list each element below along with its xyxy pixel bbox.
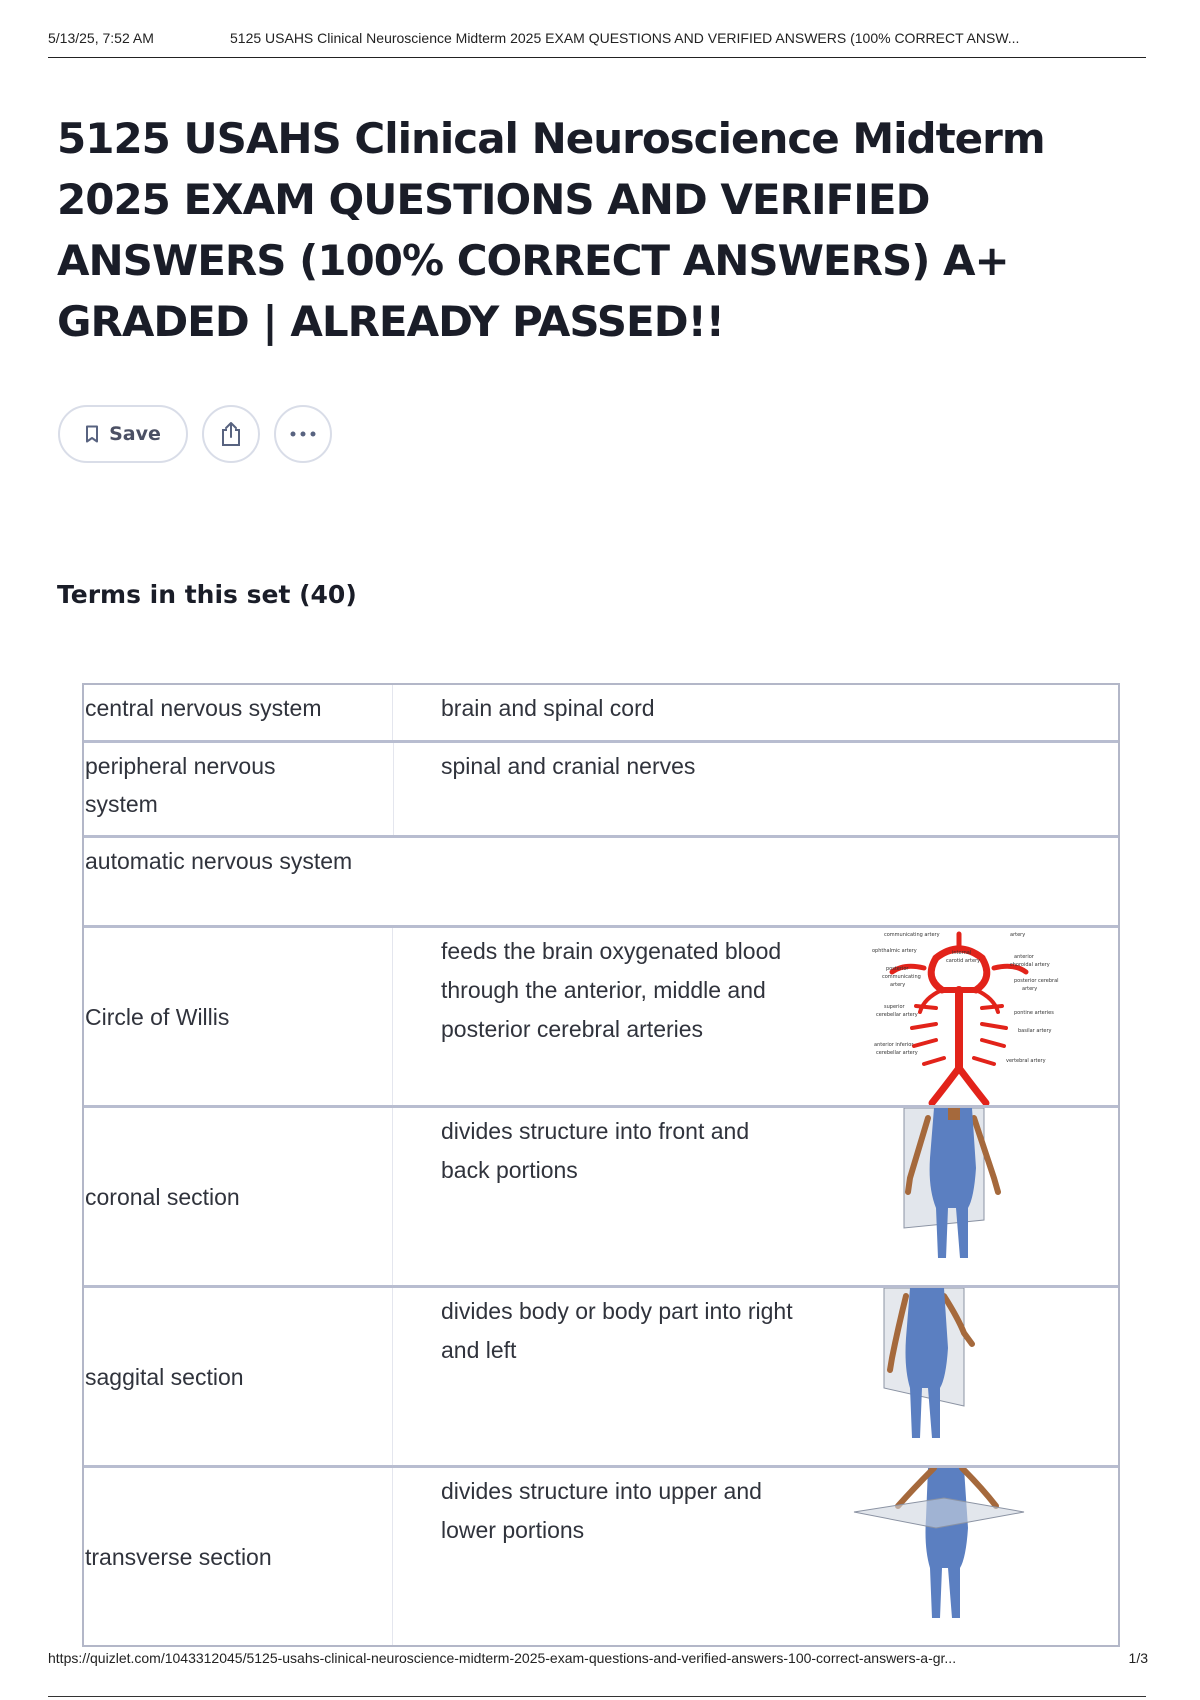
sagittal-plane-image xyxy=(824,1288,1094,1465)
svg-text:superior: superior xyxy=(884,1004,905,1010)
svg-text:internal: internal xyxy=(952,950,972,956)
term-row xyxy=(84,1105,1118,1285)
bookmark-icon xyxy=(85,425,99,443)
term-text: saggital section xyxy=(84,1288,393,1465)
circle-of-willis-image xyxy=(824,928,1094,1105)
terms-heading: Terms in this set (40) xyxy=(57,580,357,609)
share-button[interactable] xyxy=(202,405,260,463)
term-row xyxy=(84,1285,1118,1465)
term-row xyxy=(84,740,1118,835)
term-row xyxy=(84,685,1118,740)
print-date: 5/13/25, 7:52 AM xyxy=(48,30,154,46)
svg-text:artery: artery xyxy=(890,982,906,988)
svg-text:cerebellar artery: cerebellar artery xyxy=(876,1050,918,1056)
svg-text:communicating: communicating xyxy=(882,974,921,980)
definition-text: divides structure into upper and lower portions xyxy=(441,1478,762,1543)
more-horizontal-icon xyxy=(290,431,316,437)
svg-text:posterior: posterior xyxy=(886,966,909,972)
term-text: peripheral nervous system xyxy=(85,753,276,817)
page-number: 1/3 xyxy=(1128,1650,1148,1666)
term-text: automatic nervous system xyxy=(85,848,353,874)
svg-text:basilar artery: basilar artery xyxy=(1018,1028,1052,1034)
column-divider xyxy=(393,743,394,835)
svg-text:cerebellar artery: cerebellar artery xyxy=(876,1012,918,1018)
terms-table xyxy=(82,683,1120,1647)
term-text: central nervous system xyxy=(84,685,393,740)
transverse-plane-image xyxy=(824,1468,1094,1645)
svg-text:anterior: anterior xyxy=(1014,954,1034,960)
footer-rule xyxy=(48,1696,1146,1697)
svg-text:artery: artery xyxy=(1010,932,1026,938)
definition-text: brain and spinal cord xyxy=(441,695,655,721)
share-icon xyxy=(219,421,243,447)
print-url: https://quizlet.com/1043312045/5125-usahs-clinical-neuroscience-midterm-2025-exam-questions-and-verified-answers-100-correct-answers-a-gr... xyxy=(48,1650,957,1666)
term-text: Circle of Willis xyxy=(84,928,393,1105)
term-row xyxy=(84,1465,1118,1645)
print-footer xyxy=(48,1650,1148,1700)
term-row xyxy=(84,835,1118,925)
definition-text: feeds the brain oxygenated blood through the anterior, middle and posterior cerebral arteries xyxy=(441,938,782,1042)
svg-text:ophthalmic artery: ophthalmic artery xyxy=(872,948,917,954)
term-text: coronal section xyxy=(84,1108,393,1285)
svg-text:posterior cerebral: posterior cerebral xyxy=(1014,978,1059,984)
svg-text:artery: artery xyxy=(1022,986,1038,992)
term-row xyxy=(84,925,1118,1105)
print-header xyxy=(48,30,1146,58)
svg-text:carotid artery: carotid artery xyxy=(946,958,981,964)
definition-text: divides structure into front and back portions xyxy=(441,1118,750,1183)
page-title: 5125 USAHS Clinical Neuroscience Midterm 2025 EXAM QUESTIONS AND VERIFIED ANSWERS (100% CORRECT ANSWERS) A+ GRADED | ALREADY PASSED!! xyxy=(57,114,1045,346)
svg-text:pontine arteries: pontine arteries xyxy=(1014,1010,1054,1016)
coronal-plane-image xyxy=(824,1108,1094,1285)
save-button-label: Save xyxy=(109,423,161,445)
term-text: transverse section xyxy=(84,1468,393,1645)
svg-text:communicating artery: communicating artery xyxy=(884,932,940,938)
save-button[interactable] xyxy=(58,405,188,463)
svg-text:anterior inferior: anterior inferior xyxy=(874,1042,914,1048)
svg-text:choroidal artery: choroidal artery xyxy=(1010,962,1050,968)
print-document-title: 5125 USAHS Clinical Neuroscience Midterm 2025 EXAM QUESTIONS AND VERIFIED ANSWERS (100% CORRECT ANSW... xyxy=(230,30,1020,46)
more-options-button[interactable] xyxy=(274,405,332,463)
definition-text: divides body or body part into right and left xyxy=(441,1298,793,1363)
svg-text:vertebral artery: vertebral artery xyxy=(1006,1058,1046,1064)
definition-text: spinal and cranial nerves xyxy=(441,753,696,779)
